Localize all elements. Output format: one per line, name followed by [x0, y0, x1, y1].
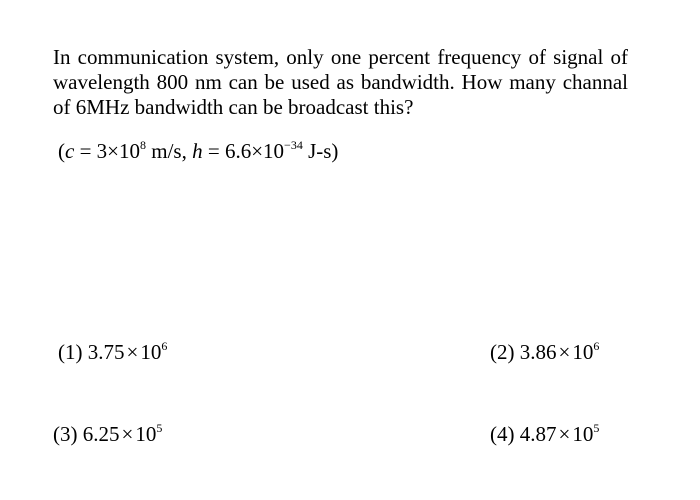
option-4[interactable] — [490, 422, 599, 447]
speed-of-light-value: = 3×10 — [74, 139, 141, 163]
times-symbol: × — [558, 340, 571, 364]
option-base: 10 — [572, 422, 594, 446]
option-base: 10 — [140, 340, 162, 364]
option-label: (3) — [53, 422, 78, 446]
option-exponent: 6 — [593, 339, 600, 353]
option-2[interactable] — [490, 340, 599, 365]
option-mantissa: 3.75 — [87, 340, 125, 364]
planck-constant-exponent: −34 — [284, 138, 303, 152]
question-text: In communication system, only one percent frequency of signal of wavelength 800 nm can be used as bandwidth. How many channal of 6MHz bandwidth can be broadcast this? — [53, 45, 628, 119]
option-base: 10 — [572, 340, 594, 364]
speed-of-light-symbol: c — [65, 139, 75, 163]
option-exponent: 5 — [593, 421, 600, 435]
planck-constant-value: = 6.6×10 — [202, 139, 285, 163]
option-label: (4) — [490, 422, 515, 446]
times-symbol: × — [558, 422, 571, 446]
speed-of-light-unit: m/s, — [146, 139, 193, 163]
given-open-paren: ( — [58, 139, 65, 163]
option-exponent: 5 — [156, 421, 163, 435]
times-symbol: × — [126, 340, 139, 364]
option-label: (2) — [490, 340, 515, 364]
option-mantissa: 3.86 — [519, 340, 557, 364]
option-mantissa: 4.87 — [519, 422, 557, 446]
option-exponent: 6 — [161, 339, 168, 353]
speed-of-light-exponent: 8 — [140, 138, 147, 152]
option-label: (1) — [58, 340, 83, 364]
option-1[interactable] — [58, 340, 167, 365]
option-3[interactable] — [53, 422, 162, 447]
times-symbol: × — [121, 422, 134, 446]
planck-constant-unit: J-s) — [302, 139, 339, 163]
option-base: 10 — [135, 422, 157, 446]
option-mantissa: 6.25 — [82, 422, 120, 446]
planck-constant-symbol: h — [192, 139, 203, 163]
given-constants — [58, 139, 338, 164]
